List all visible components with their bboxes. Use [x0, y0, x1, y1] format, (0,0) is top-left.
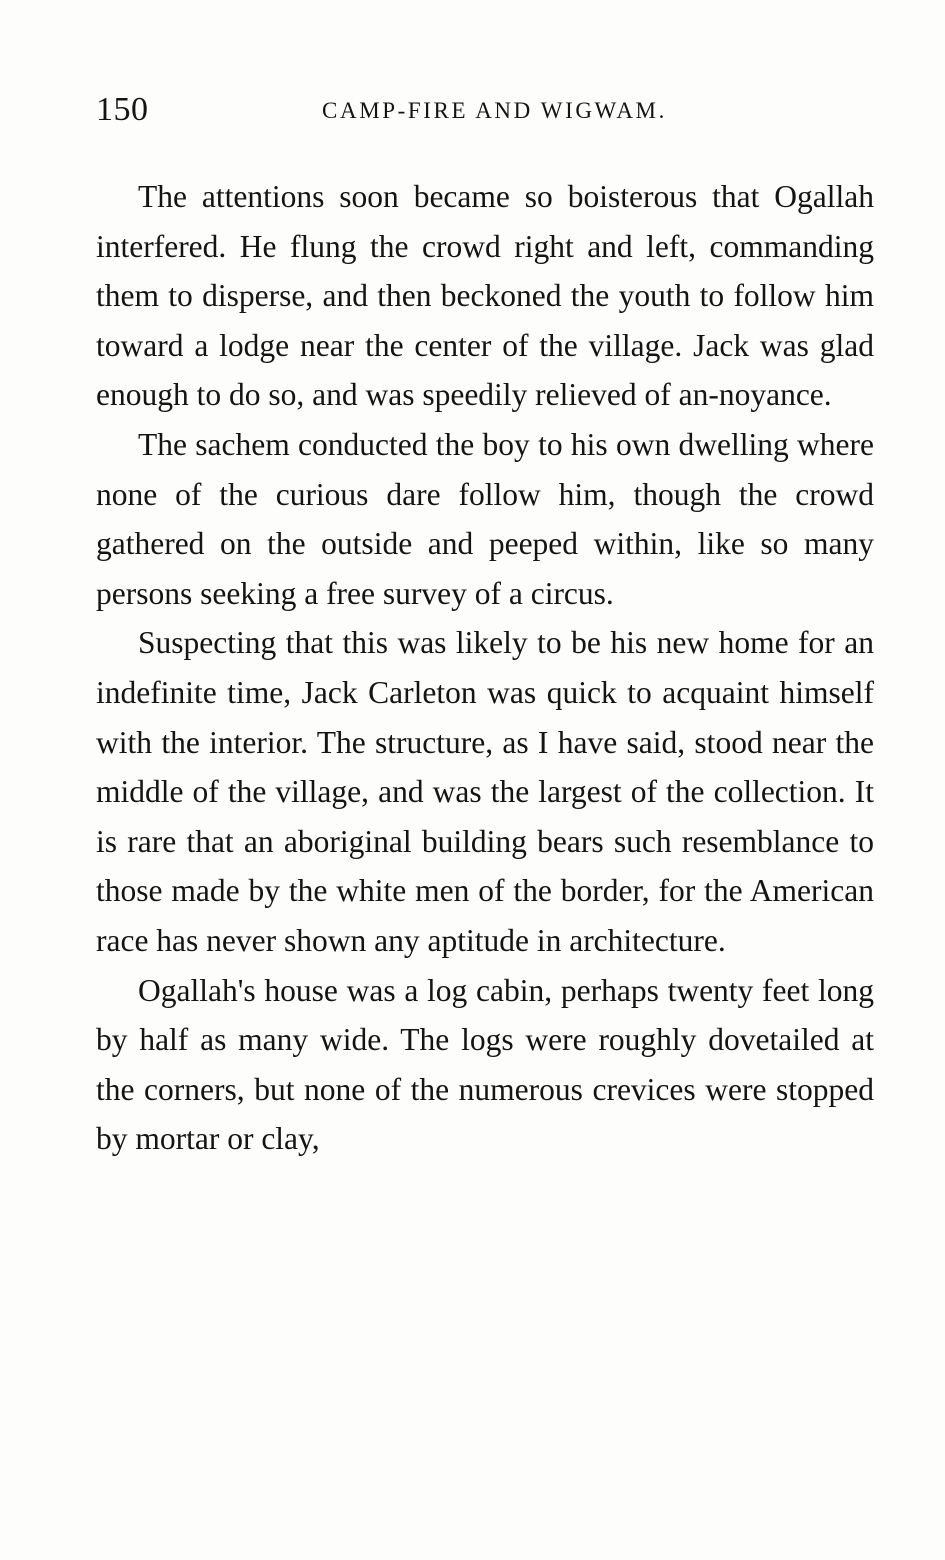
- paragraph: Ogallah's house was a log cabin, perhaps twenty feet long by half as many wide. The logs were roughly dovetailed at the corners, but none of the numerous crevices were stopped by mortar or clay,: [96, 972, 874, 1157]
- running-head: CAMP-FIRE AND WIGWAM.: [322, 98, 667, 123]
- paragraph: The attentions soon became so boisterous that Ogallah interfered. He flung the crowd right and left, commanding them to disperse, and then beckoned the youth to follow him toward a lodge near the center of the village. Jack was glad enough to do so, and was speedily relieved of an-noyance.: [96, 179, 874, 413]
- page-number: 150: [96, 91, 149, 128]
- page-body: [96, 172, 874, 1164]
- paragraph: The sachem conducted the boy to his own dwelling where none of the curious dare follow him, though the crowd gathered on the outside and peeped within, like so many persons seeking a free survey of a circus.: [96, 426, 874, 611]
- paragraph: Suspecting that this was likely to be his new home for an indefinite time, Jack Carleton was quick to acquaint himself with the interior. The structure, as I have said, stood near the middle of the village, and was the largest of the collection. It is rare that an aboriginal building bears such resemblance to those made by the white men of the border, for the American race has never shown any aptitude in architecture.: [96, 625, 874, 958]
- page-header: [96, 88, 871, 132]
